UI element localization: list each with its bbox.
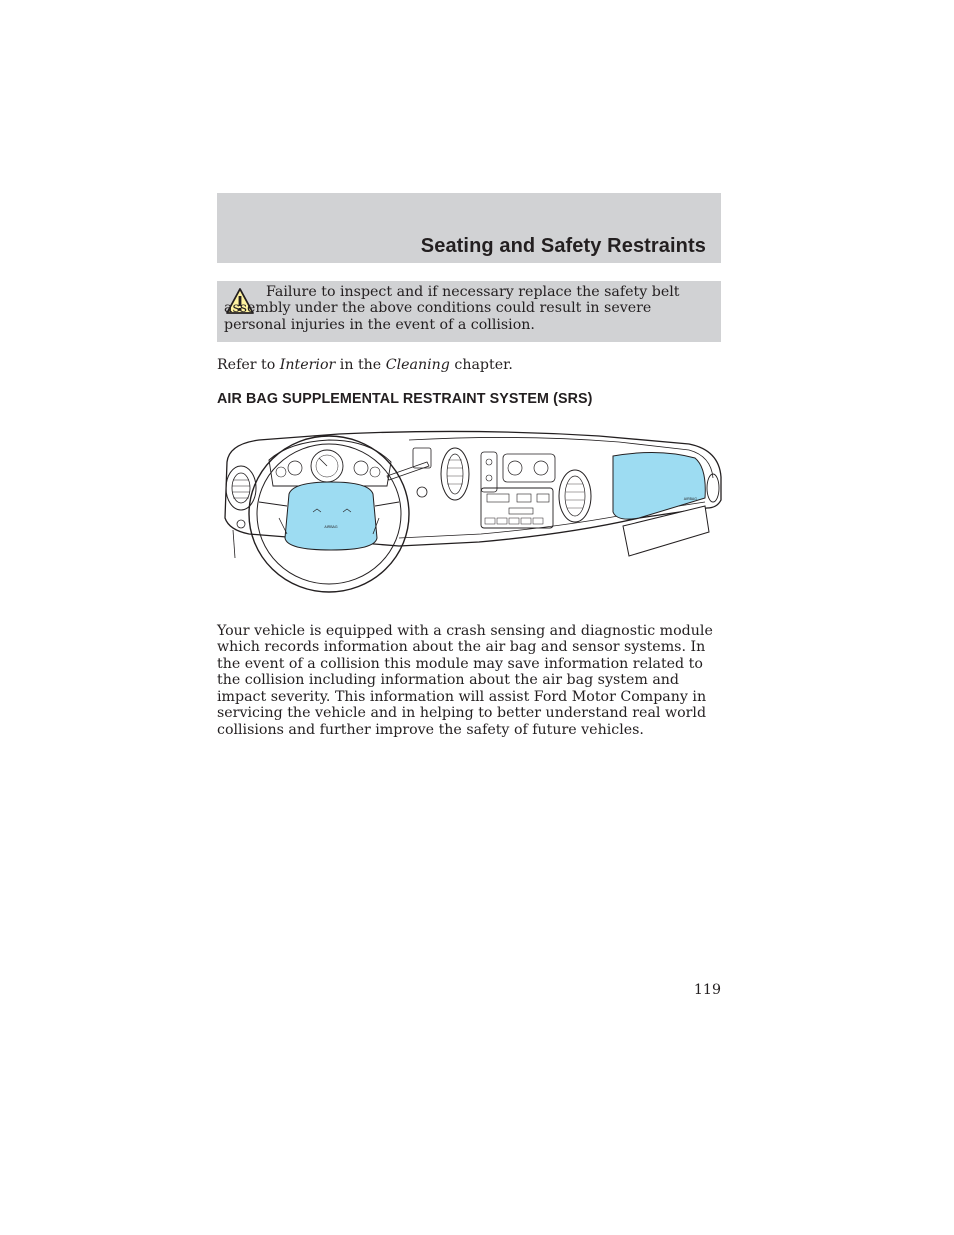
refer-suffix: chapter. bbox=[449, 357, 513, 373]
passenger-airbag-label: AIRBAG bbox=[683, 497, 697, 501]
refer-line bbox=[217, 356, 513, 374]
chapter-title: Seating and Safety Restraints bbox=[420, 235, 706, 257]
refer-cleaning: Cleaning bbox=[385, 357, 450, 373]
refer-prefix: Refer to bbox=[217, 357, 280, 373]
page-number: 119 bbox=[693, 982, 721, 998]
chapter-header-band bbox=[217, 193, 721, 263]
body-paragraph: Your vehicle is equipped with a crash sensing and diagnostic module which records information about the air bag and sensor systems. In the event of a collision this module may save information related to the collision including information about the air bag system and impact severity. This information will assist Ford Motor Company in servicing the vehicle and in helping to better understand real world collisions and further improve the safety of future vehicles. bbox=[217, 623, 713, 738]
section-heading: AIR BAG SUPPLEMENTAL RESTRAINT SYSTEM (SRS) bbox=[217, 391, 593, 407]
driver-airbag-module bbox=[285, 482, 377, 550]
warning-text: Failure to inspect and if necessary replace the safety belt assembly under the above conditions could result in severe personal injuries in the event of a collision. bbox=[224, 284, 680, 333]
warning-box bbox=[217, 281, 721, 342]
dashboard-airbag-illustration bbox=[219, 422, 725, 598]
refer-middle: in the bbox=[335, 357, 386, 373]
driver-airbag-label: AIRBAG bbox=[324, 525, 338, 529]
refer-interior: Interior bbox=[279, 357, 336, 373]
